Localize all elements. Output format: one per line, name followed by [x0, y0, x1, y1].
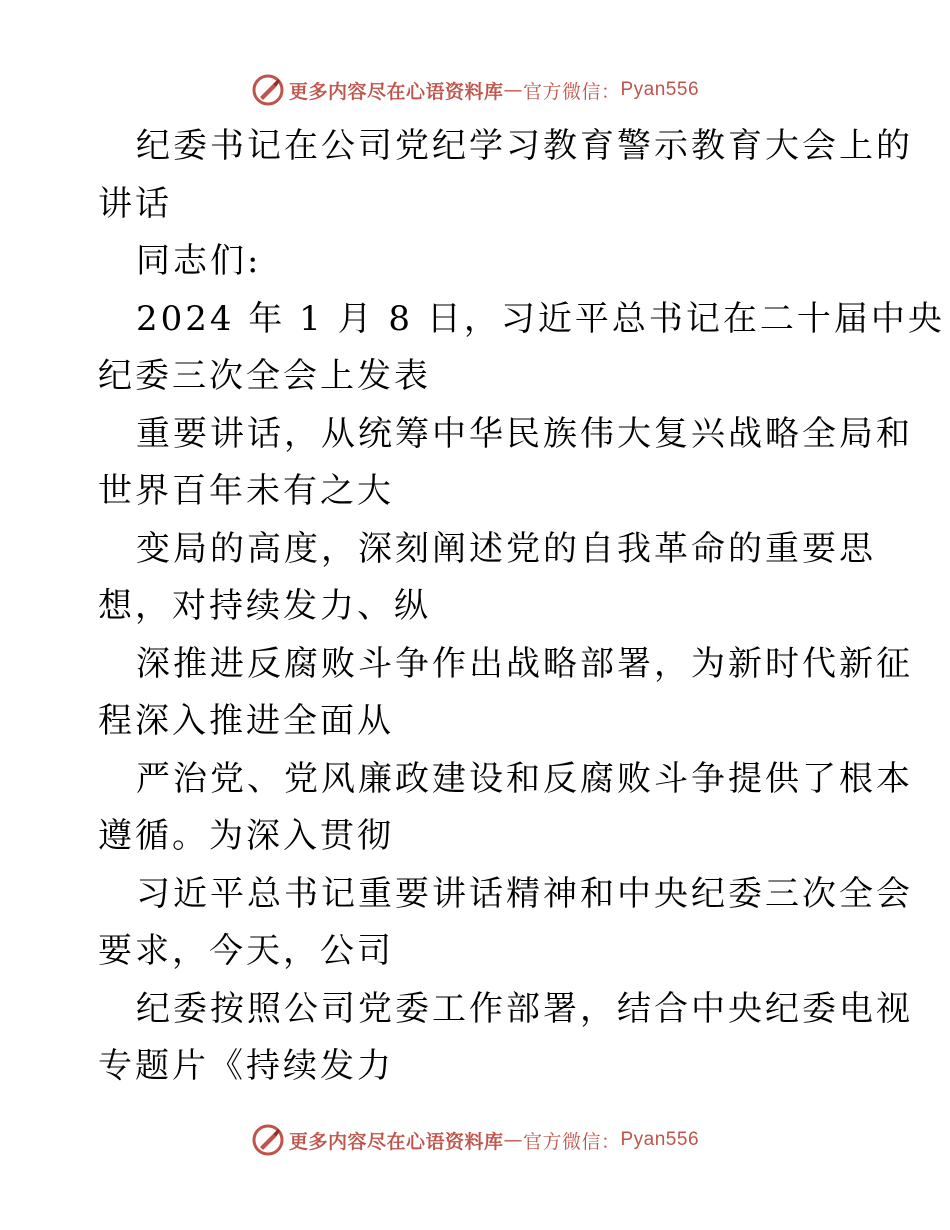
- watermark-brand: 更多内容尽在心语资料库: [288, 1130, 504, 1153]
- doc-line: 同志们:: [136, 241, 262, 281]
- doc-line: 2024 年 1 月 8 日，习近平总书记在二十届中央: [136, 298, 945, 339]
- doc-line: 纪委按照公司党委工作部署，结合中央纪委电视: [136, 988, 913, 1029]
- header-watermark: [0, 70, 950, 110]
- watermark-id: Pyan556: [620, 1129, 700, 1150]
- doc-line: 纪委书记在公司党纪学习教育警示教育大会上的: [136, 126, 913, 166]
- footer-watermark: [0, 1120, 950, 1160]
- doc-line: 世界百年未有之大: [98, 471, 394, 511]
- doc-line: 程深入推进全面从: [98, 701, 394, 741]
- doc-line: 习近平总书记重要讲话精神和中央纪委三次全会: [136, 873, 913, 914]
- doc-line: 专题片《持续发力: [98, 1046, 394, 1086]
- doc-line: 讲话: [98, 183, 172, 224]
- doc-line: 遵循。为深入贯彻: [98, 816, 394, 856]
- pen-logo-icon: [251, 73, 285, 107]
- watermark-id: Pyan556: [620, 79, 700, 100]
- doc-line: 深推进反腐败斗争作出战略部署，为新时代新征: [136, 643, 913, 684]
- doc-line: 要求，今天，公司: [98, 931, 394, 971]
- doc-line: 变局的高度，深刻阐述党的自我革命的重要思: [136, 528, 876, 569]
- watermark-dash: —: [503, 1129, 523, 1151]
- watermark-official: 官方微信：: [522, 80, 621, 103]
- watermark-official: 官方微信：: [522, 1130, 621, 1153]
- pen-logo-icon: [251, 1123, 285, 1157]
- doc-line: 严治党、党风廉政建设和反腐败斗争提供了根本: [136, 758, 913, 799]
- doc-line: 想，对持续发力、纵: [98, 586, 431, 626]
- watermark-dash: —: [503, 79, 523, 101]
- watermark-brand: 更多内容尽在心语资料库: [288, 80, 504, 103]
- doc-line: 纪委三次全会上发表: [98, 356, 431, 396]
- doc-line: 重要讲话，从统筹中华民族伟大复兴战略全局和: [136, 413, 913, 454]
- document-body: [98, 118, 945, 1096]
